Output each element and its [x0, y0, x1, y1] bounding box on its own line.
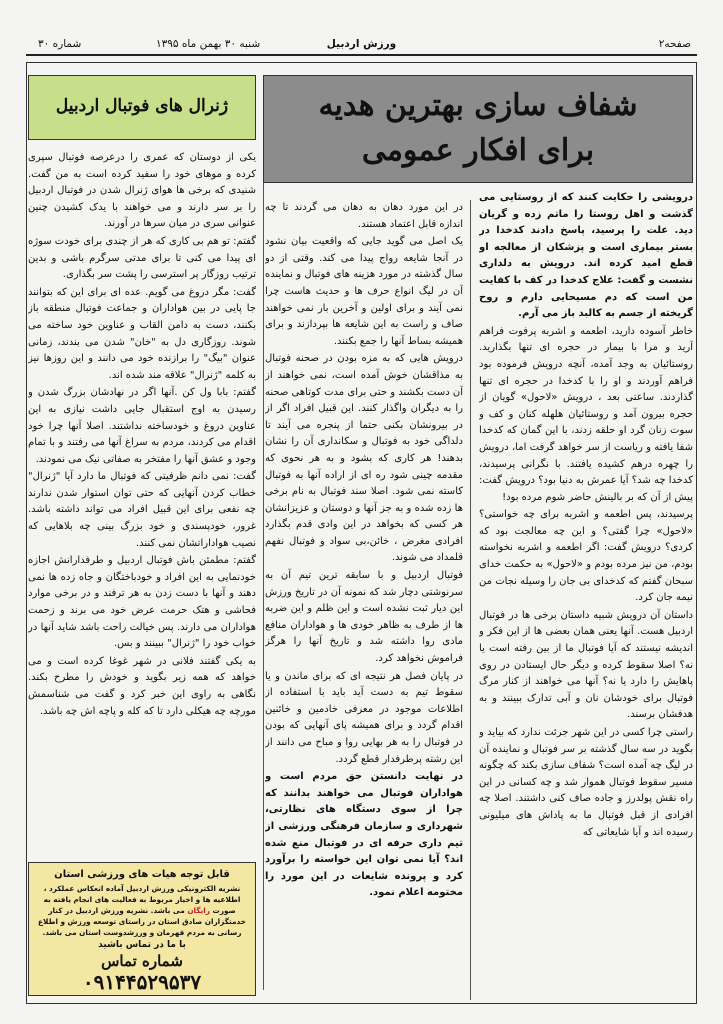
article-column-middle [265, 200, 463, 1015]
article-paragraph: یک اصل می گوید جایی که واقعیت بیان نشود در آنجا شایعه رواج پیدا می کند. وقتی از دو سال گذشته در مورد هزینه های فوتبال و نماینده آن در لیگ انواع حرف ها و حدیث هاست چرا نمی آیند و برای اولین و آخرین بار نمی خواهند صاف و راست به این شایعه ها بپردازند و برای همیشه بساط آنها را جمع بکنند. [265, 236, 463, 347]
page-number: صفحه۲ [658, 38, 691, 50]
side-paragraph: گفتم: بابا ول کن .آنها اگر در نهادشان بزرگ شدن و رسیدن به اوج استقبال جایی داشت نیازی به این عناوین دروغ و خودساخته نداشتند. اصلا آنها چرا خود اقدام می کردند، مردم به سراغ آنها می رفتند و با تمام وجود و عشق آنها را مفتخر به صفاتی نیک می نمودند. [28, 387, 256, 465]
contact-title: قابل توجه هیات های ورزشی استان [54, 869, 230, 880]
contact-label: شماره تماس [101, 952, 183, 970]
contact-subtitle: با ما در تماس باشید [98, 940, 186, 950]
article-paragraph: راستی چرا کسی در این شهر جرئت ندارد که بیاید و بگوید در سه سال گذشته بر سر فوتبال و نماینده آن در لیگ چه آمده است؟ شفاف سازی بکند که چگونه مسیر سقوط فوتبال هموار شد و چه کسانی در این راه نقش پولدرز و جاده صاف کنی داشتند. اصلا چه افرادی از قبل فوتبال ما به پاداش های میلیونی رسیده اند و آیا شایعاتی که [479, 727, 693, 838]
issue-date: شنبه ۳۰ بهمن ماه ۱۳۹۵ [156, 38, 261, 50]
side-paragraph: گفت: مگر دروغ می گویم. عده ای برای این که بتوانند جا پایی در بین هواداران و جماعت فوتبال منطقه باز بکنند، دست به دامن القاب و عناوین خود ساخته می شوند. روزگاری دل به "خان" شدن می بندند، زمانی عنوان "بیگ" را برازنده خود می دانند و این روزها نیز به کلمه "ژنرال" علاقه مند شده اند. [28, 286, 256, 381]
issue-number: شماره ۳۰ [38, 38, 82, 50]
article-paragraph: فوتبال اردبیل و با سابقه ترین تیم آن به سرنوشتی دچار شد که نمونه آن در تاریخ ورزش این دیار ثبت نشده است و این ظلم و این ضربه ها از طرف به ظاهر خودی ها و هواداران منافع مادی روا داشته شد و تاریخ آنها را هرگز فراموش نخواهد کرد. [265, 570, 463, 665]
article-paragraph: درویش هایی که به مزه بودن در صحنه فوتبال به مذاقشان خوش آمده است، نمی خواهند از آن دست بکشند و حتی برای مدت کوتاهی صحنه را به دیگران واگذار کنند. این قبیل افراد اگر از در بیرونشان بکنی حتما از پنجره می آیند تا دلداگی خود به فوتبال و سکانداری آن را نشان بدهند! هر کاری که بشود و به هر نحوی که مقدمه چینی شود ره ای از اراده آنها به فوتبال کاسته نمی شود. اصلا سند فوتبال به نام برخی ها زده شده و به جز آنها و دوستان و عزیزانشان هر کسی که بخواهد در این وادی قدم بگذارد افرادی مغرض ، خائن،بی سواد و فوتبال نفهم قلمداد می شوند. [265, 353, 463, 564]
article-paragraph: پرسیدند، پس اطعمه و اشربه برای چه خواستی؟ «لاحول» چرا گفتی؟ و این چه معالجت بود که کردی؟ درویش گفت: اگر اطعمه و اشربه نخواسته بودم، من نیز مرده بودم و «لاحول» به حکمت خدای سبحان گفتم که کدخدای بی جان را وسیله نجات من نیمه جان کرد. [479, 509, 693, 604]
article-paragraph: داستان آن درویش شبیه داستان برخی ها در فوتبال اردبیل هست. آنها یعنی همان بعضی ها از این فکر و اندیشه نیستند که آیا فوتبال ما از بین رفته است یا نه؟ اصلا سقوط کرده و دیگر حال ایستادن در روی پاهایش را دارد یا نه؟ آنها می خواهند از کنار مرگ فوتبال برای خودشان نان و آبی تدارک ببینند و به هدفشان برسند. [479, 609, 693, 721]
article-column-right [479, 190, 693, 1005]
headline-line-2: برای افکار عمومی [361, 133, 595, 168]
column-divider [470, 200, 471, 1000]
headline-line-1: شفاف سازی بهترین هدیه [318, 88, 638, 123]
side-paragraph: یکی از دوستان که عمری را درعرصه فوتبال سپری کرده و موهای خود را سفید کرده است به من گفت. شنیدی که برخی ها هوای ژنرال شدن در فوتبال اردبیل را بر سر دارند و می خواهند با یدک کشیدن چنین عنوانی سری در میان سرها در آورند. [28, 152, 256, 230]
side-paragraph: گفت: نمی دانم ظرفیتی که فوتبال ما دارد آیا "ژنرال" خطاب کردن آنهایی که حتی توان استوار شدن ندارند چه نفعی برای این قبیل افراد می تواند داشته باشد. غرور، خودپسندی و خود بزرگ بینی چه بلاهایی که نصیب هواداراتشان نمی کنند. [28, 471, 256, 549]
article-paragraph: در این مورد دهان به دهان می گردند تا چه اندازه قابل اعتماد هستند. [265, 202, 463, 230]
main-headline [263, 75, 693, 183]
column-divider [263, 130, 264, 990]
side-paragraph: به یکی گفتند فلانی در شهر غوغا کرده است و می خواهد که همه زیر بگوید و خودش را مطرح بکند. نگاهی به راوی این خبر کرد و گفت می شناسمش مورچه چه هیکلی دارد تا که کله و پاچه اش چه باشد. [28, 655, 256, 717]
contact-highlight: رایگان [187, 906, 210, 915]
article-lead: درویشی را حکایت کنند که از روستایی می گذشت و اهل روستا را ماتم زده و گریان دید. علت را پرسید، پاسخ دادند کدخدا در بستر بیماری است و پزشکان از معالجه او قطع امید کرده اند. درویش به دلداری نشست و گفت: علاج کدخدا در کف با کفایت من است که دم مسیحایی دارم و روح گریخته از جسم به کالبد باز می آرم. [479, 192, 693, 320]
side-paragraph: گفتم: مطمئن باش فوتبال اردبیل و طرفدارانش اجازه خودنمایی به این افراد و خودباختگان و جاه زده ها نمی دهند و آنها با دست زدن به هر ترفند و در برخی موارد فحاشی و هتک حرمت عرض خود می برند و زحمت هواداران می دارند. پس خیالت راحت باشد شاید آنها در خواب خود را "ژنرال" ببینند و بس. [28, 555, 256, 650]
contact-body-text: می باشد. نشریه ورزش اردبیل در کنار خدمتگزاران صادق استان در راستای توسعه ورزش و اطلاع رسانی به مردم قهرمان و ورزشدوست استان می باشد. [38, 906, 246, 937]
side-article-title: ژنرال های فوتبال اردبیل [28, 75, 256, 140]
contact-box [28, 862, 256, 996]
article-paragraph: در پایان فصل هر نتیجه ای که برای ماندن و یا سقوط تیم به دست آید باید با استفاده از اطلاعات موجود در معرفی خادمین و خائنین اقدام گردد و برای همیشه پای آنهایی که بودن در فوتبال را به هر بهایی روا و مباح می دانند از این رشته پرطرفدار قطع گردد. [265, 670, 463, 765]
side-paragraph: گفتم: تو هم بی کاری که هر از چندی برای خودت سوژه ای پیدا می کنی تا برای مدتی سرگرم باشی و بدین ترتیب روزگار پر استرسی را پشت سر بگذاری. [28, 235, 256, 281]
article-paragraph: خاطر آسوده دارید، اطعمه و اشربه پرفوت فراهم آرید و مرا با بیمار در حجره ای تنها بگذارید. روستائیان به وجد آمده، آنچه درویش فرموده بود فراهم آوردند و او را با کدخدا در حجره ای تنها گذاردند. ساعتی بعد ، درویش «لاحول» گویان از حجره بیرون آمد و روستائیان هلهله کنان و کف و سوت زنان گرد او حلقه زدند، با این گمان که کدخدا شفا یافته و ریاست از سر خواهد گرفت اما، درویش را چهره درهم کشیده یافتند. با نگرانی پرسیدند، کدخدا چه شد؟ آیا عمرش به دنیا بود؟ درویش گفت: پیش از آن که بر بالینش حاضر شوم مرده بود! [479, 325, 693, 503]
page-header [26, 30, 697, 56]
article-closing: در نهایت دانستن حق مردم است و هواداران فوتبال می خواهند بدانند که چرا از سوی دستگاه های نظارتی، شهرداری و سازمان فرهنگی ورزشی از تیم داری حرفه ای در فوتبال منع شده اند؟ آیا نمی توان این خواسته را برآورد کرد و پرونده شایعات در این مورد را مختومه اعلام نمود. [265, 771, 463, 899]
contact-body-text: نشریه الکترونیکی ورزش اردبیل آماده انعکاس عملکرد ، اطلاعیه ها و اخبار مربوط به فعالیت های انجام یافته به صورت [43, 884, 241, 915]
side-article-column [28, 150, 256, 850]
publication-title: ورزش اردبیل [326, 38, 397, 50]
contact-body [35, 883, 249, 938]
contact-phone[interactable]: ۰۹۱۴۴۵۲۹۵۳۷ [82, 970, 202, 994]
